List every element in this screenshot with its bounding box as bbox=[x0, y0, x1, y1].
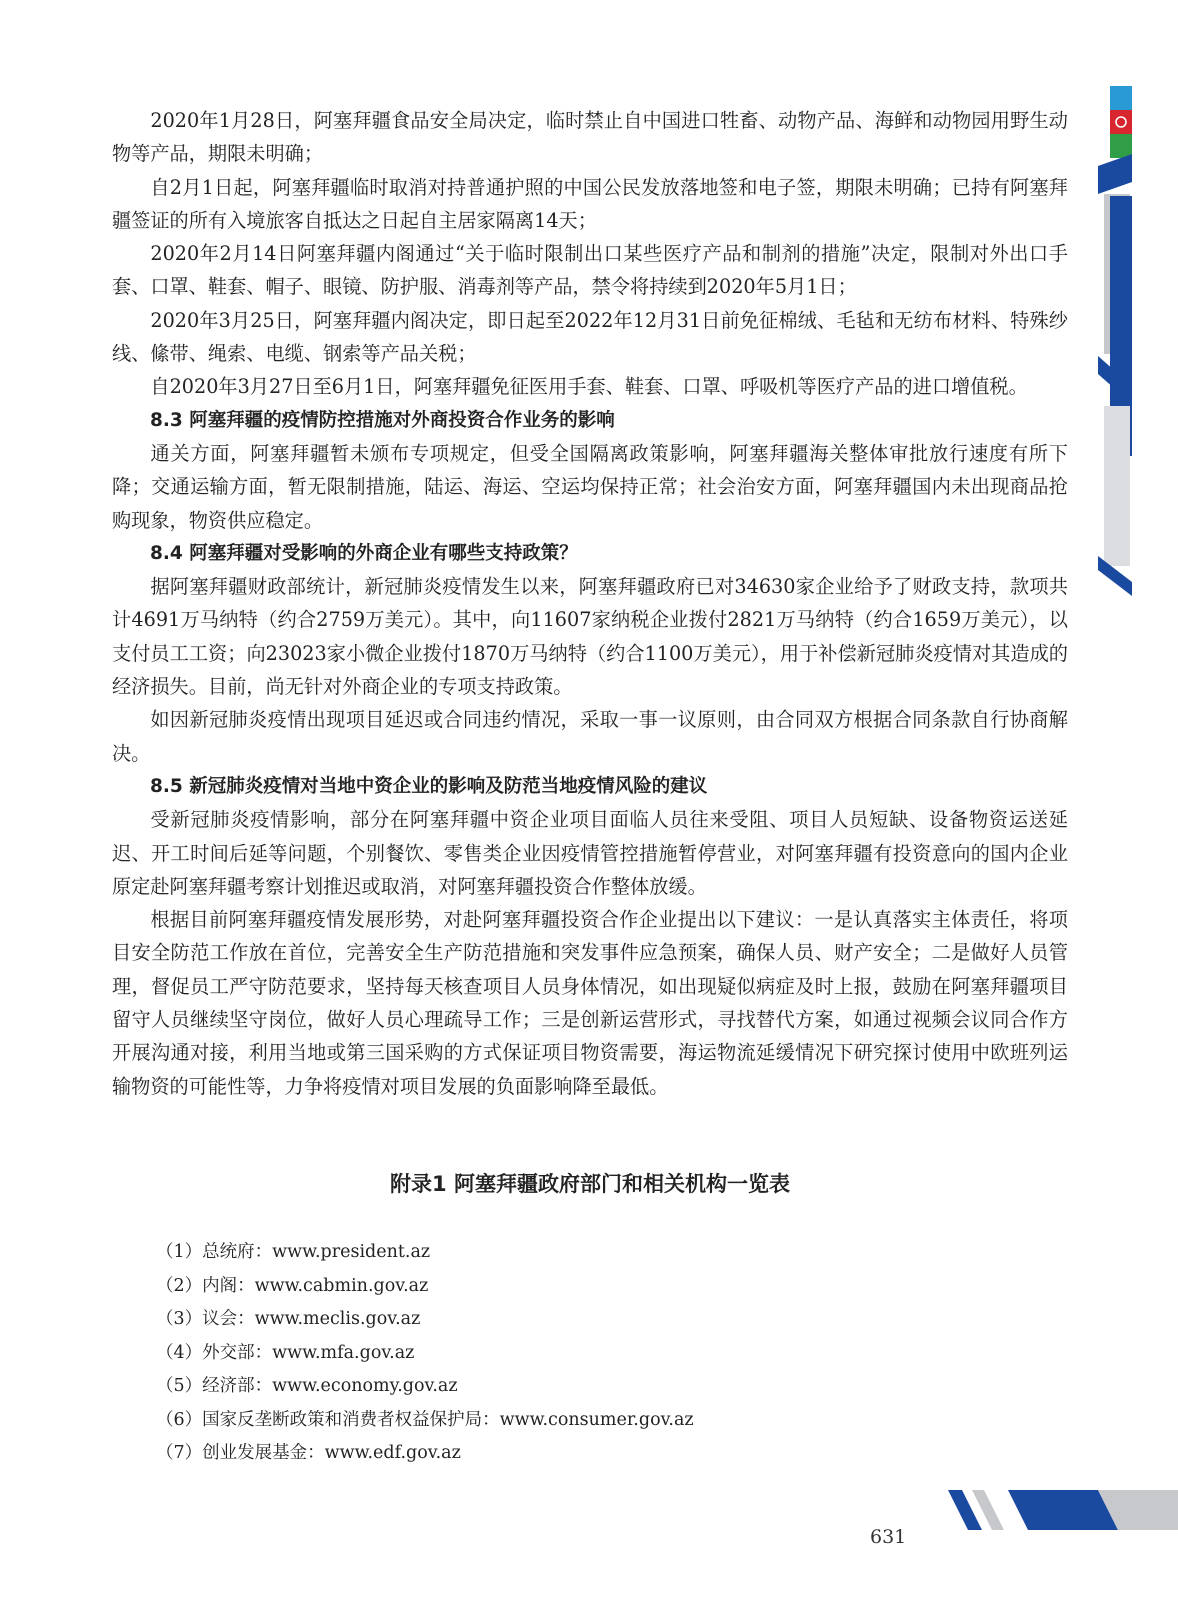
list-item: （4）外交部：www.mfa.gov.az bbox=[156, 1342, 415, 1363]
azerbaijan-flag-icon bbox=[1110, 86, 1132, 158]
paragraph: 2020年1月28日，阿塞拜疆食品安全局决定，临时禁止自中国进口牲畜、动物产品、海鲜和动物园用野生动物等产品，期限未明确； bbox=[112, 109, 1068, 166]
page-number: 631 bbox=[870, 1526, 907, 1548]
list-item: （6）国家反垄断政策和消费者权益保护局：www.consumer.gov.az bbox=[156, 1409, 694, 1430]
paragraph: 据阿塞拜疆财政部统计，新冠肺炎疫情发生以来，阿塞拜疆政府已对34630家企业给予了财政支持，款项共计4691万马纳特（约合2759万美元）。其中，向11607家纳税企业拨付2821万马纳特（约合1659万美元），以支付员工工资；向23023家小微企业拨付1870万马纳特（约合1100万美元），用于补偿新冠肺炎疫情对其造成的经济损失。目前，尚无针对外商企业的专项支持政策。 bbox=[112, 575, 1068, 699]
paragraph: 通关方面，阿塞拜疆暂未颁布专项规定，但受全国隔离政策影响，阿塞拜疆海关整体审批放行速度有所下降；交通运输方面，暂无限制措施，陆运、海运、空运均保持正常；社会治安方面，阿塞拜疆国内未出现商品抢购现象，物资供应稳定。 bbox=[112, 441, 1068, 532]
section-heading: 8.4 阿塞拜疆对受影响的外商企业有哪些支持政策？ bbox=[150, 542, 578, 564]
list-item: （2）内阁：www.cabmin.gov.az bbox=[156, 1275, 429, 1296]
section-heading: 8.5 新冠肺炎疫情对当地中资企业的影响及防范当地疫情风险的建议 bbox=[150, 775, 708, 797]
list-item: （1）总统府：www.president.az bbox=[156, 1242, 431, 1262]
list-item: （3）议会：www.meclis.gov.az bbox=[156, 1309, 421, 1329]
footer-decoration bbox=[948, 1490, 1178, 1540]
list-item: （7）创业发展基金：www.edf.gov.az bbox=[156, 1443, 461, 1463]
agency-list bbox=[156, 1236, 694, 1471]
appendix-title: 附录1 阿塞拜疆政府部门和相关机构一览表 bbox=[390, 1172, 790, 1196]
paragraph: 如因新冠肺炎疫情出现项目延迟或合同违约情况，采取一事一议原则，由合同双方根据合同条款自行协商解决。 bbox=[112, 708, 1068, 765]
section-heading: 8.3 阿塞拜疆的疫情防控措施对外商投资合作业务的影响 bbox=[150, 409, 615, 431]
side-decoration bbox=[1098, 86, 1178, 606]
paragraph: 自2月1日起，阿塞拜疆临时取消对持普通护照的中国公民发放落地签和电子签，期限未明确；已持有阿塞拜疆签证的所有入境旅客自抵达之日起自主居家隔离14天； bbox=[112, 175, 1068, 232]
paragraph: 根据目前阿塞拜疆疫情发展形势，对赴阿塞拜疆投资合作企业提出以下建议：一是认真落实主体责任，将项目安全防范工作放在首位，完善安全生产防范措施和突发事件应急预案，确保人员、财产安全；二是做好人员管理，督促员工严守防范要求，坚持每天核查项目人员身体情况，如出现疑似病症及时上报，鼓励在阿塞拜疆项目留守人员继续坚守岗位，做好人员心理疏导工作；三是创新运营形式，寻找替代方案，如通过视频会议同合作方开展沟通对接，利用当地或第三国采购的方式保证项目物资需要，海运物流延缓情况下研究探讨使用中欧班列运输物资的可能性等，力争将疫情对项目发展的负面影响降至最低。 bbox=[112, 908, 1068, 1098]
paragraph: 2020年2月14日阿塞拜疆内阁通过“关于临时限制出口某些医疗产品和制剂的措施”决定，限制对外出口手套、口罩、鞋套、帽子、眼镜、防护服、消毒剂等产品，禁令将持续到2020年5月1日； bbox=[112, 242, 1068, 299]
paragraph: 2020年3月25日，阿塞拜疆内阁决定，即日起至2022年12月31日前免征棉绒、毛毡和无纺布材料、特殊纱线、絛带、绳索、电缆、钢索等产品关税； bbox=[112, 308, 1068, 366]
paragraph: 自2020年3月27日至6月1日，阿塞拜疆免征医用手套、鞋套、口罩、呼吸机等医疗产品的进口增值税。 bbox=[150, 375, 1028, 399]
main-text bbox=[112, 104, 1068, 1103]
paragraph: 受新冠肺炎疫情影响，部分在阿塞拜疆中资企业项目面临人员往来受阻、项目人员短缺、设备物资运送延迟、开工时间后延等问题，个别餐饮、零售类企业因疫情管控措施暂停营业，对阿塞拜疆有投资意向的国内企业原定赴阿塞拜疆考察计划推迟或取消，对阿塞拜疆投资合作整体放缓。 bbox=[112, 808, 1068, 898]
list-item: （5）经济部：www.economy.gov.az bbox=[156, 1376, 458, 1396]
